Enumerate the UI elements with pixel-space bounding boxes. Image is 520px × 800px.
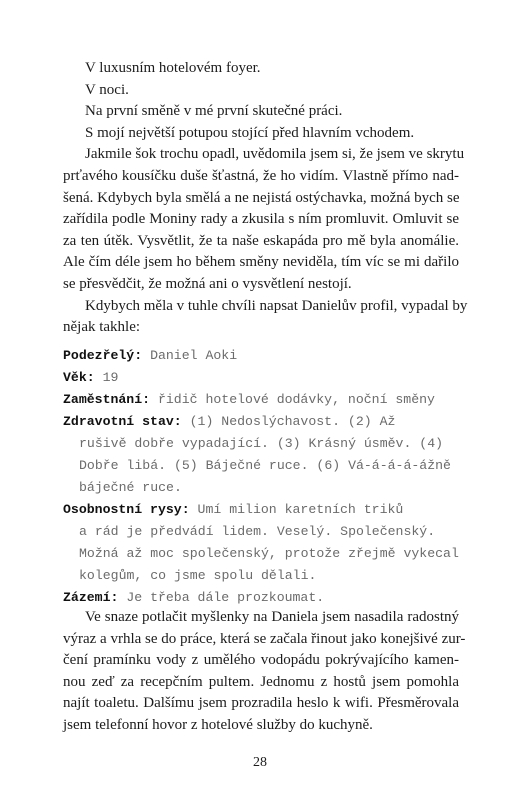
text-line: výraz a vrhla se do práce, která se začala řinout jako konejšivé zur-: [63, 630, 466, 647]
text-line: Kdybych měla v tuhle chvíli napsat Danielův profil, vypadal by: [85, 297, 468, 314]
profile-continuation: Možná až moc společenský, protože zřejmě vykecal: [79, 546, 459, 561]
profile-value: (1) Nedoslýchavost. (2) Až: [189, 414, 396, 429]
intro-lines: [63, 58, 459, 144]
text-line: Jakmile šok trochu opadl, uvědomila jsem si, že jsem ve skrytu: [85, 146, 465, 163]
text-line: najít toaletu. Dalšímu jsem prozradila heslo k wifi. Přesměrovala: [63, 695, 459, 712]
text-line: nou zeď za recepčním pultem. Jednomu z hostů jsem pomohla: [63, 673, 459, 690]
intro-line: V luxusním hotelovém foyer.: [85, 60, 261, 76]
paragraph-3: [63, 607, 466, 737]
text-line: šená. Kdybych byla smělá a ne nejistá ostýchavka, možná bych se: [63, 189, 460, 206]
page-number: 28: [253, 755, 267, 770]
paragraph-2: [63, 296, 468, 339]
profile-label: Osobnostní rysy:: [63, 502, 190, 517]
profile-value: Je třeba dále prozkoumat.: [126, 590, 325, 605]
profile-background: [63, 587, 463, 609]
profile-job: [63, 389, 463, 411]
text-line: za ten útěk. Vysvětlit, že ta naše eskapáda pro mě byla anomálie.: [63, 232, 459, 249]
text-line: Ve snaze potlačit myšlenky na Daniela jsem nasadila radostný: [85, 609, 459, 625]
profile-continuation: a rád je předvádí lidem. Veselý. Společenský.: [79, 524, 436, 539]
paragraph-1: [63, 144, 465, 295]
profile-continuation: rušivě dobře vypadající. (3) Krásný úsměv. (4): [79, 436, 444, 451]
text-line: čení pramínku vody z umělého vodopádu pokrývajícího kamen-: [63, 652, 459, 669]
intro-line: S mojí největší potupou stojící před hlavním vchodem.: [85, 124, 415, 141]
profile-label: Podezřelý:: [63, 348, 143, 363]
intro-line: V noci.: [85, 81, 129, 98]
profile-label: Zaměstnání:: [63, 392, 151, 407]
profile-value: řidič hotelové dodávky, noční směny: [157, 392, 435, 407]
text-line: zařídila podle Moniny rady a zkusila s ním promluvit. Omluvit se: [63, 211, 459, 228]
character-profile: [63, 345, 463, 609]
profile-label: Zdravotní stav:: [63, 414, 182, 429]
text-line: se přesvědčit, že možná ani o vysvětlení nestojí.: [63, 275, 352, 292]
profile-value: Daniel Aoki: [150, 348, 238, 363]
text-line: nějak takhle:: [63, 319, 141, 336]
text-line: prťavého kousíčku duše šťastná, že ho vidím. Vlastně přímo nad-: [63, 167, 459, 184]
profile-continuation: Dobře libá. (5) Báječné ruce. (6) Vá-á-á-á-ážně: [79, 458, 451, 473]
profile-health: [63, 411, 463, 433]
text-line: Ale čím déle jsem ho během směny neviděla, tím víc se mi dařilo: [63, 254, 459, 271]
profile-value: Umí milion karetních triků: [197, 502, 404, 517]
profile-label: Zázemí:: [63, 590, 119, 605]
profile-label: Věk:: [63, 370, 95, 385]
profile-age: [63, 367, 463, 389]
profile-value: 19: [102, 370, 119, 385]
profile-continuation: kolegům, co jsme spolu dělali.: [79, 568, 317, 583]
intro-line: Na první směně v mé první skutečné práci.: [85, 103, 343, 120]
profile-traits: [63, 499, 463, 521]
profile-suspect: [63, 345, 463, 367]
profile-continuation: báječné ruce.: [79, 480, 182, 495]
text-line: jsem telefonní hovor z hotelové služby do kuchyně.: [63, 716, 373, 733]
